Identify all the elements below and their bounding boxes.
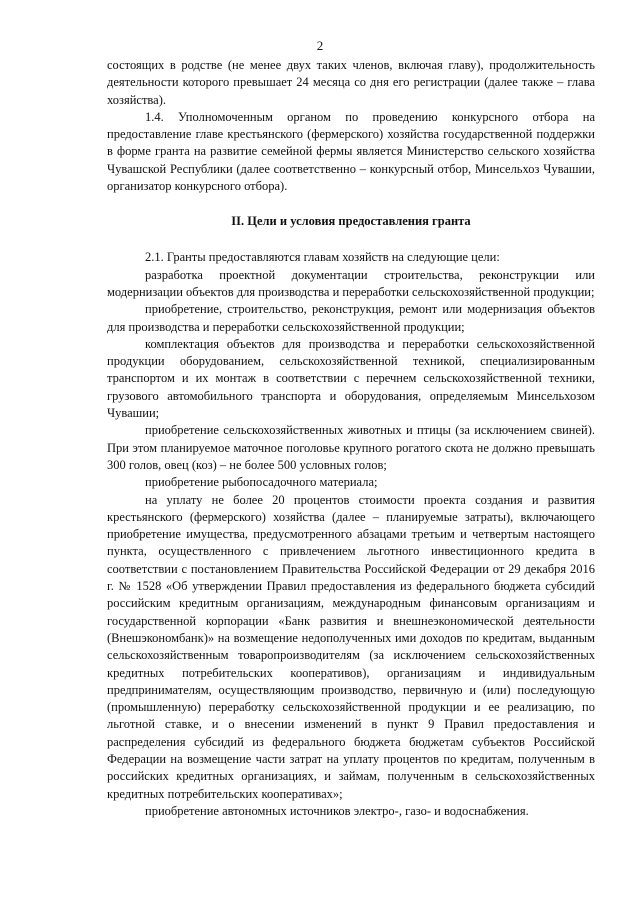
paragraph-1-4: 1.4. Уполномоченным органом по проведению конкурсного отбора на предоставление главе крестьянского (фермерского) хозяйства государственной поддержки в форме гранта на развитие семейной фермы является Министерство сельского хозяйства Чувашской Республики (далее соответственно – конкурсный отбор, Минсельхоз Чувашии, организатор конкурсного отбора). xyxy=(107,109,595,194)
purpose-autonomous-sources: приобретение автономных источников электро-, газо- и водоснабжения. xyxy=(145,803,529,818)
section-heading: II. Цели и условия предоставления гранта xyxy=(231,214,471,229)
purpose-construction: приобретение, строительство, реконструкция, ремонт или модернизация объектов для производства и переработки сельскохозяйственной продукции; xyxy=(107,302,595,334)
document-body xyxy=(107,57,595,820)
purpose-fish: приобретение рыбопосадочного материала; xyxy=(145,475,378,490)
purpose-design-documentation: разработка проектной документации строительства, реконструкции или модернизации объектов для производства и переработки сельскохозяйственной продукции; xyxy=(107,267,595,299)
paragraph-continuation: состоящих в родстве (не менее двух таких членов, включая главу), продолжительность деятельности которого превышает 24 месяца со дня его регистрации (далее также – глава хозяйства). xyxy=(107,58,595,107)
paragraph-2-1: 2.1. Гранты предоставляются главам хозяйств на следующие цели: xyxy=(145,250,500,265)
page-number: 2 xyxy=(316,38,324,53)
purpose-credit-payment: на уплату не более 20 процентов стоимости проекта создания и развития крестьянского (фермерского) хозяйства (далее – планируемые затраты), включающего приобретение имущества, предусмотренного абзацами третьим и четвертым настоящего пункта, осуществленного с привлечением льготного инвестиционного кредита в соответствии с постановлением Правительства Российской Федерации от 29 декабря 2016 г. № 1528 «Об утверждении Правил предоставления из федерального бюджета субсидий российским кредитным организациям, международным финансовым организациям и государственной корпорации «Банк развития и внешнеэкономической деятельности (Внешэкономбанк)» на возмещение недополученных ими доходов по кредитам, выданным сельскохозяйственным товаропроизводителям (за исключением сельскохозяйственных кредитных потребительских кооперативов), организациям и индивидуальным предпринимателям, осуществляющим производство, первичную и (или) последующую (промышленную) переработку сельскохозяйственной продукции и ее реализацию, по льготной ставке, и о внесении изменений в пункт 9 Правил предоставления и распределения субсидий из федерального бюджета бюджетам субъектов Российской Федерации на возмещение части затрат на уплату процентов по кредитам, полученным в российских кредитных организациях, и займам, полученным в сельскохозяйственных кредитных потребительских кооперативах»; xyxy=(107,492,595,801)
purpose-animals: приобретение сельскохозяйственных животных и птицы (за исключением свиней). При этом планируемое маточное поголовье крупного рогатого скота не должно превышать 300 голов, овец (коз) – не более 500 условных голов; xyxy=(107,423,595,472)
purpose-equipment: комплектация объектов для производства и переработки сельскохозяйственной продукции оборудованием, сельскохозяйственной техникой, специализированным транспортом и их монтаж в соответствии с перечнем сельскохозяйственной техники, грузового автомобильного транспорта и оборудования, определяемым Минсельхозом Чувашии; xyxy=(107,336,595,421)
